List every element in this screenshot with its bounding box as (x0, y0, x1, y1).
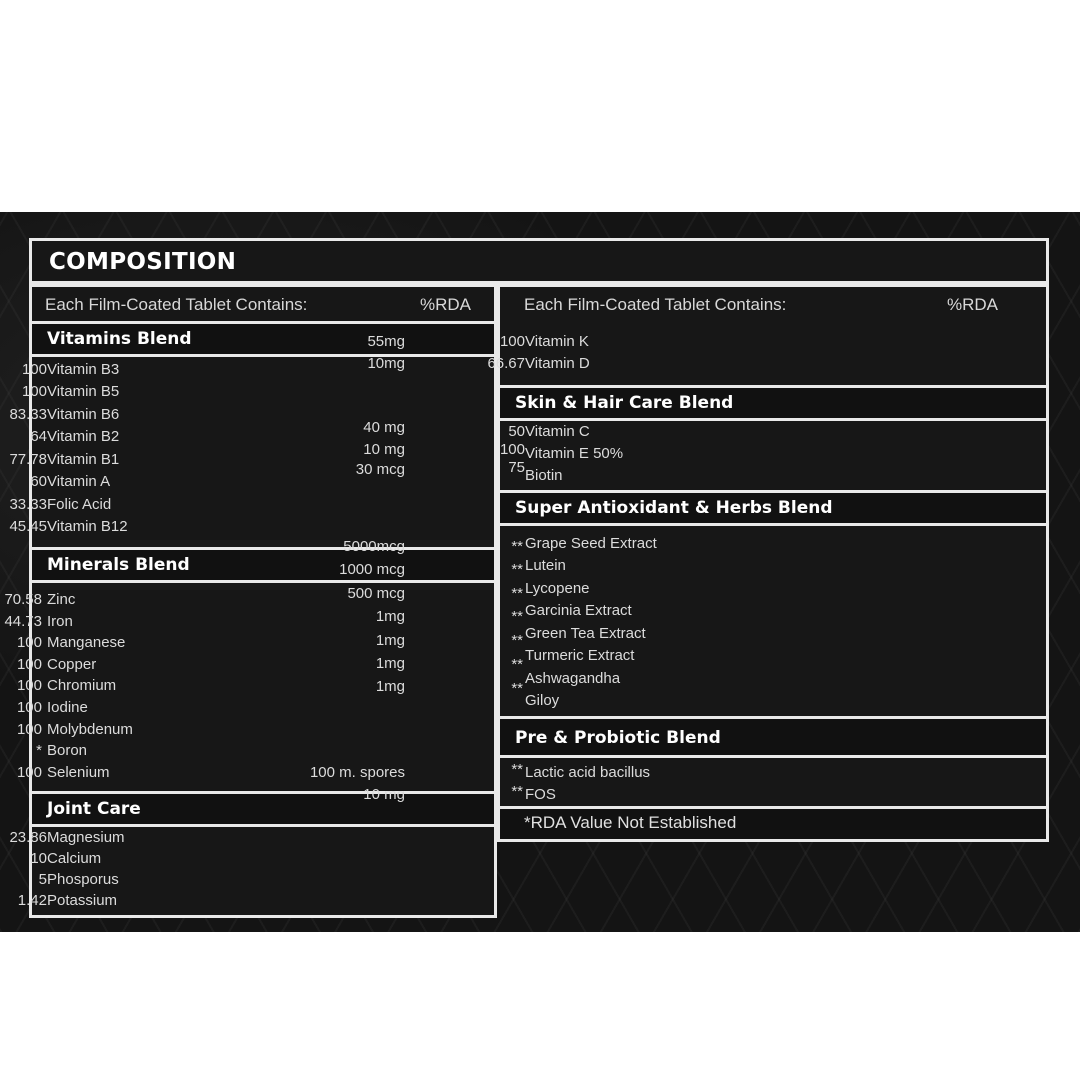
section-title: Super Antioxidant & Herbs Blend (515, 498, 833, 518)
row-rda: ** (511, 680, 523, 697)
row-rda: 75 (508, 459, 525, 476)
row-name: Vitamin B2 (47, 428, 120, 445)
row-rda: 100 (16, 656, 42, 673)
row-name: Chromium (47, 677, 117, 694)
row-name: Vitamin B12 (47, 518, 128, 535)
row-rda: ** (511, 632, 523, 649)
row-rda: * (36, 742, 42, 759)
row-rda: 50 (508, 423, 525, 440)
section-header-skin-hair (500, 385, 1046, 421)
row-rda: 44.73 (4, 613, 42, 630)
row-name: Potassium (47, 892, 118, 909)
section-title: Skin & Hair Care Blend (515, 393, 734, 413)
row-name: Vitamin B5 (47, 383, 120, 400)
row-amount: 10 mg (363, 786, 405, 803)
row-name: Lycopene (525, 580, 590, 597)
row-rda: ** (511, 538, 523, 555)
row-rda: 70.58 (4, 591, 42, 608)
row-rda: 100 (499, 441, 525, 458)
left-column (4, 284, 497, 918)
section-header-probiotic (500, 716, 1046, 758)
row-rda: 100 (21, 361, 47, 378)
row-name: Copper (47, 656, 97, 673)
row-amount: 40 mg (363, 419, 405, 436)
row-name: Grape Seed Extract (525, 535, 657, 552)
row-name: Iodine (47, 699, 88, 716)
row-rda: 5 (38, 871, 47, 888)
row-name: FOS (525, 786, 556, 803)
row-rda: ** (511, 585, 523, 602)
row-name: Zinc (47, 591, 76, 608)
row-rda: 100 (16, 677, 42, 694)
left-header-label: Each Film-Coated Tablet Contains: (45, 295, 308, 314)
row-rda: 83.33 (9, 406, 47, 423)
row-rda: ** (511, 608, 523, 625)
row-name: Biotin (525, 467, 563, 484)
row-name: Turmeric Extract (525, 647, 635, 664)
row-name: Lutein (525, 557, 566, 574)
row-rda: 77.78 (9, 451, 47, 468)
left-header (45, 295, 485, 317)
row-name: Vitamin D (525, 355, 590, 372)
row-name: Vitamin B3 (47, 361, 120, 378)
section-title: Joint Care (47, 799, 141, 819)
row-name: Selenium (47, 764, 110, 781)
row-name: Vitamin B1 (47, 451, 120, 468)
row-rda: 64 (30, 428, 47, 445)
row-name: Ashwagandha (525, 670, 621, 687)
row-rda: 1.42 (17, 892, 47, 909)
section-title: Pre & Probiotic Blend (515, 728, 721, 748)
section-header-minerals (32, 547, 494, 583)
row-amount: 1mg (375, 608, 405, 625)
right-column (309, 284, 1049, 842)
row-name: Phosporus (47, 871, 119, 888)
row-rda: 10 (30, 850, 47, 867)
row-rda: 100 (499, 333, 525, 350)
section-header-vitamins (32, 321, 494, 357)
row-name: Molybdenum (47, 721, 133, 738)
right-header (524, 295, 1024, 317)
title-bar (29, 238, 1049, 284)
row-name: Vitamin B6 (47, 406, 120, 423)
row-name: Boron (47, 742, 88, 759)
row-amount: 1000 mcg (339, 561, 405, 578)
row-name: Magnesium (47, 829, 125, 846)
row-name: Garcinia Extract (525, 602, 632, 619)
row-amount: 5000mcg (343, 538, 405, 555)
row-amount: 1mg (375, 678, 405, 695)
footnote-row (500, 806, 1046, 839)
row-name: Vitamin K (525, 333, 589, 350)
row-rda: ** (511, 561, 523, 578)
section-header-antioxidant (500, 490, 1046, 526)
footnote: *RDA Value Not Established (524, 813, 737, 832)
row-amount: 10 mg (363, 441, 405, 458)
right-header-rda: %RDA (947, 295, 999, 314)
left-header-rda: %RDA (420, 295, 472, 314)
row-amount: 500 mcg (347, 585, 405, 602)
row-name: Folic Acid (47, 496, 112, 513)
row-amount: 30 mcg (355, 461, 405, 478)
row-rda: 33.33 (9, 496, 47, 513)
section-header-joint-care (32, 791, 494, 827)
row-rda: 100 (16, 764, 42, 781)
row-amount: 55mg (367, 333, 405, 350)
row-rda: 100 (21, 383, 47, 400)
row-amount: 100 m. spores (309, 764, 405, 781)
row-rda: 60 (30, 473, 47, 490)
row-rda: ** (511, 761, 523, 778)
row-rda: 66.67 (487, 355, 525, 372)
row-rda: 100 (16, 721, 42, 738)
page-title: COMPOSITION (49, 249, 237, 275)
row-name: Vitamin C (525, 423, 590, 440)
row-name: Iron (47, 613, 73, 630)
row-name: Vitamin E 50% (525, 445, 624, 462)
row-name: Green Tea Extract (525, 625, 646, 642)
row-amount: 10mg (367, 355, 405, 372)
row-name: Lactic acid bacillus (525, 764, 651, 781)
row-name: Manganese (47, 634, 126, 651)
row-rda: 45.45 (9, 518, 47, 535)
row-name: Calcium (47, 850, 102, 867)
row-name: Vitamin A (47, 473, 111, 490)
row-amount: 1mg (375, 655, 405, 672)
row-rda: 23.86 (9, 829, 47, 846)
row-rda: ** (511, 656, 523, 673)
row-rda: 100 (16, 699, 42, 716)
right-header-label: Each Film-Coated Tablet Contains: (524, 295, 787, 314)
row-rda: 100 (16, 634, 42, 651)
row-amount: 1mg (375, 632, 405, 649)
section-title: Vitamins Blend (47, 329, 192, 349)
section-title: Minerals Blend (47, 555, 190, 575)
row-rda: ** (511, 783, 523, 800)
row-name: Giloy (525, 692, 560, 709)
